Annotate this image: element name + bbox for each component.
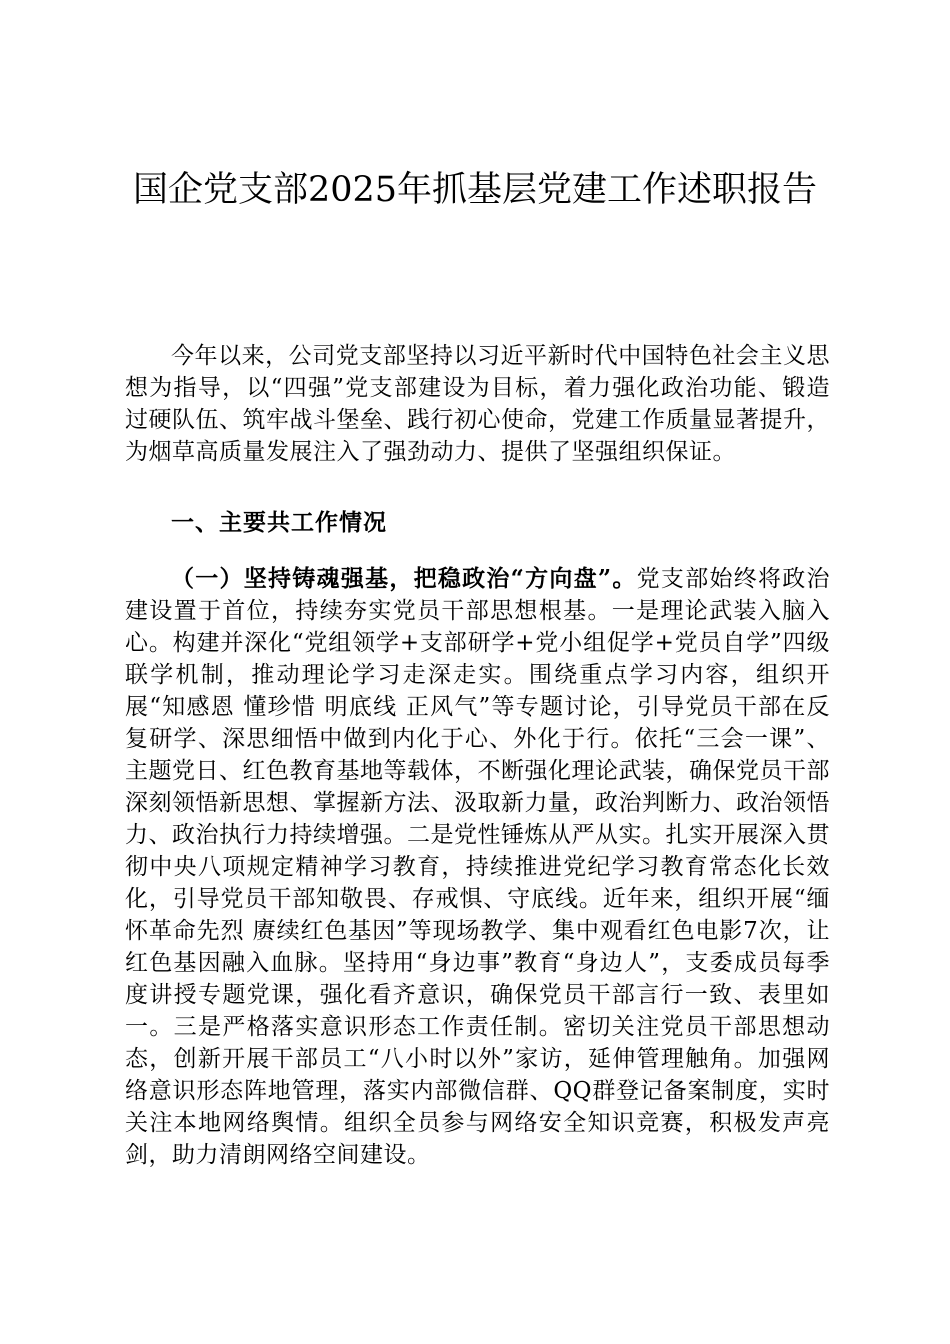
paragraph-1-body: 党支部始终将政治建设置于首位，持续夯实党员干部思想根基。一是理论武装入脑入心。构建并深化“党组领学+支部研学+党小组促学+党员自学”四级联学机制，推动理论学习走深走实。围绕重点学习内容，组织开展“知感恩 懂珍惜 明底线 正风气”等专题讨论，引导党员干部在反复研学、深思细悟中做到内化于心、外化于行。依托“三会一课”、主题党日、红色教育基地等载体，不断强化理论武装，确保党员干部深刻领悟新思想、掌握新方法、汲取新力量，政治判断力、政治领悟力、政治执行力持续增强。二是党性锤炼从严从实。扎实开展深入贯彻中央八项规定精神学习教育，持续推进党纪学习教育常态化长效化，引导党员干部知敬畏、存戒惧、守底线。近年来，组织开展“缅怀革命先烈 赓续红色基因”等现场教学、集中观看红色电影7次，让红色基因融入血脉。坚持用“身边事”教育“身边人”，支委成员每季度讲授专题党课，强化看齐意识，确保党员干部言行一致、表里如一。三是严格落实意识形态工作责任制。密切关注党员干部思想动态，创新开展干部员工“八小时以外”家访，延伸管理触角。加强网络意识形态阵地管理，落实内部微信群、QQ群登记备案制度，实时关注本地网络舆情。组织全员参与网络安全知识竞赛，积极发声亮剑，助力清朗网络空间建设。 [125,566,830,1168]
paragraph-1 [125,563,830,1171]
document-title: 国企党支部2025年抓基层党建工作述职报告 [132,170,818,210]
paragraph-1-lead: （一）坚持铸魂强基，把稳政治“方向盘”。 [171,565,637,592]
intro-paragraph: 今年以来，公司党支部坚持以习近平新时代中国特色社会主义思想为指导，以“四强”党支部建设为目标，着力强化政治功能、锻造过硬队伍、筑牢战斗堡垒、践行初心使命，党建工作质量显著提升，为烟草高质量发展注入了强劲动力、提供了坚强组织保证。 [125,343,830,465]
section-heading: 一、主要共工作情况 [171,509,387,536]
